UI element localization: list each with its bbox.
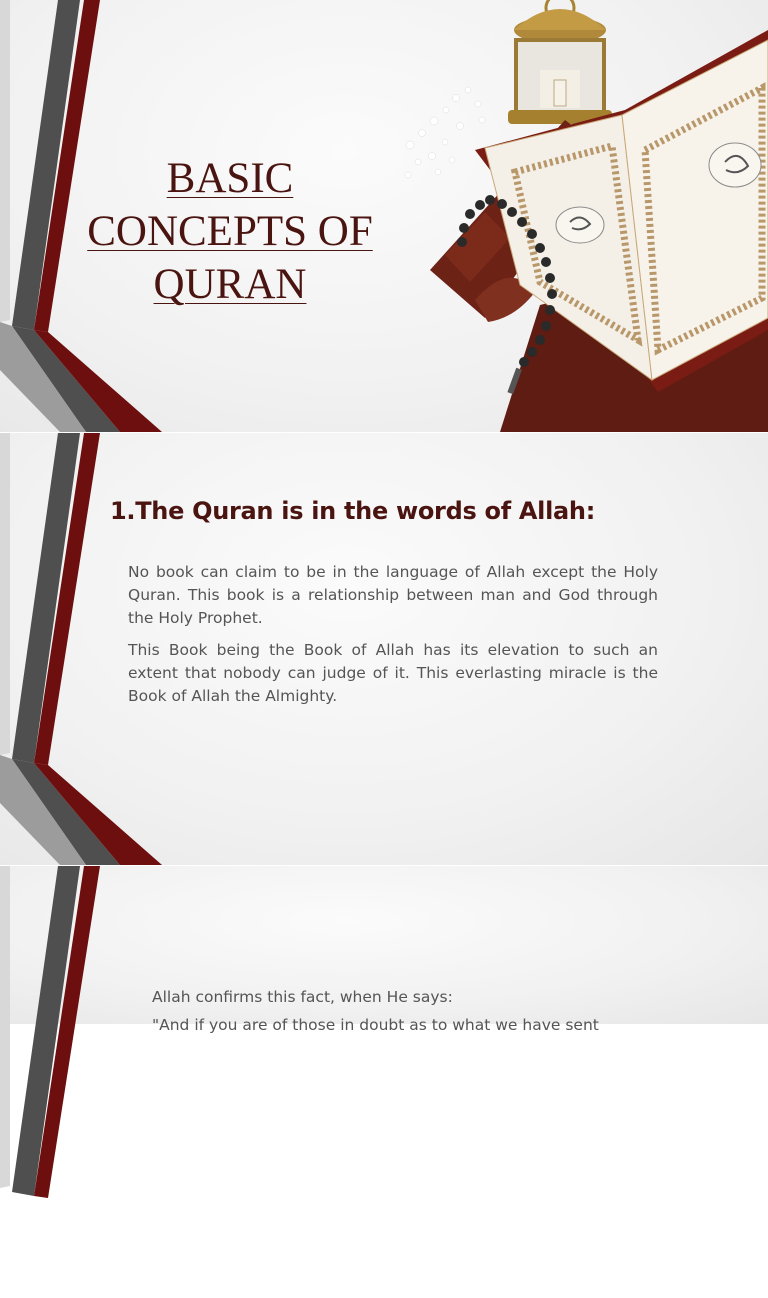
quran-lantern-illustration [390,0,768,432]
body-paragraph: No book can claim to be in the language of Allah except the Holy Quran. This book is a relationship between man and God through the Holy Prophet. [128,563,658,627]
title-line: QURAN [153,261,307,308]
quote-paragraph: "And if you are of those in doubt as to what we have sent [152,1016,599,1034]
title-line: BASIC [166,155,294,202]
flowers-decoration [405,87,485,178]
quote-clip [152,1014,692,1034]
title-line: CONCEPTS OF [87,208,373,255]
title-slide [0,0,768,432]
presentation-title [60,152,400,311]
body-paragraph: This Book being the Book of Allah has its elevation to such an extent that nobody can judge of it. This everlasting miracle is the Book of Allah the Almighty. [128,641,658,705]
slide-heading: 1.The Quran is in the words of Allah: [110,497,596,525]
left-edge-stripes [0,866,170,1298]
body-paragraph: Allah confirms this fact, when He says: [152,988,453,1006]
lantern [508,0,612,124]
